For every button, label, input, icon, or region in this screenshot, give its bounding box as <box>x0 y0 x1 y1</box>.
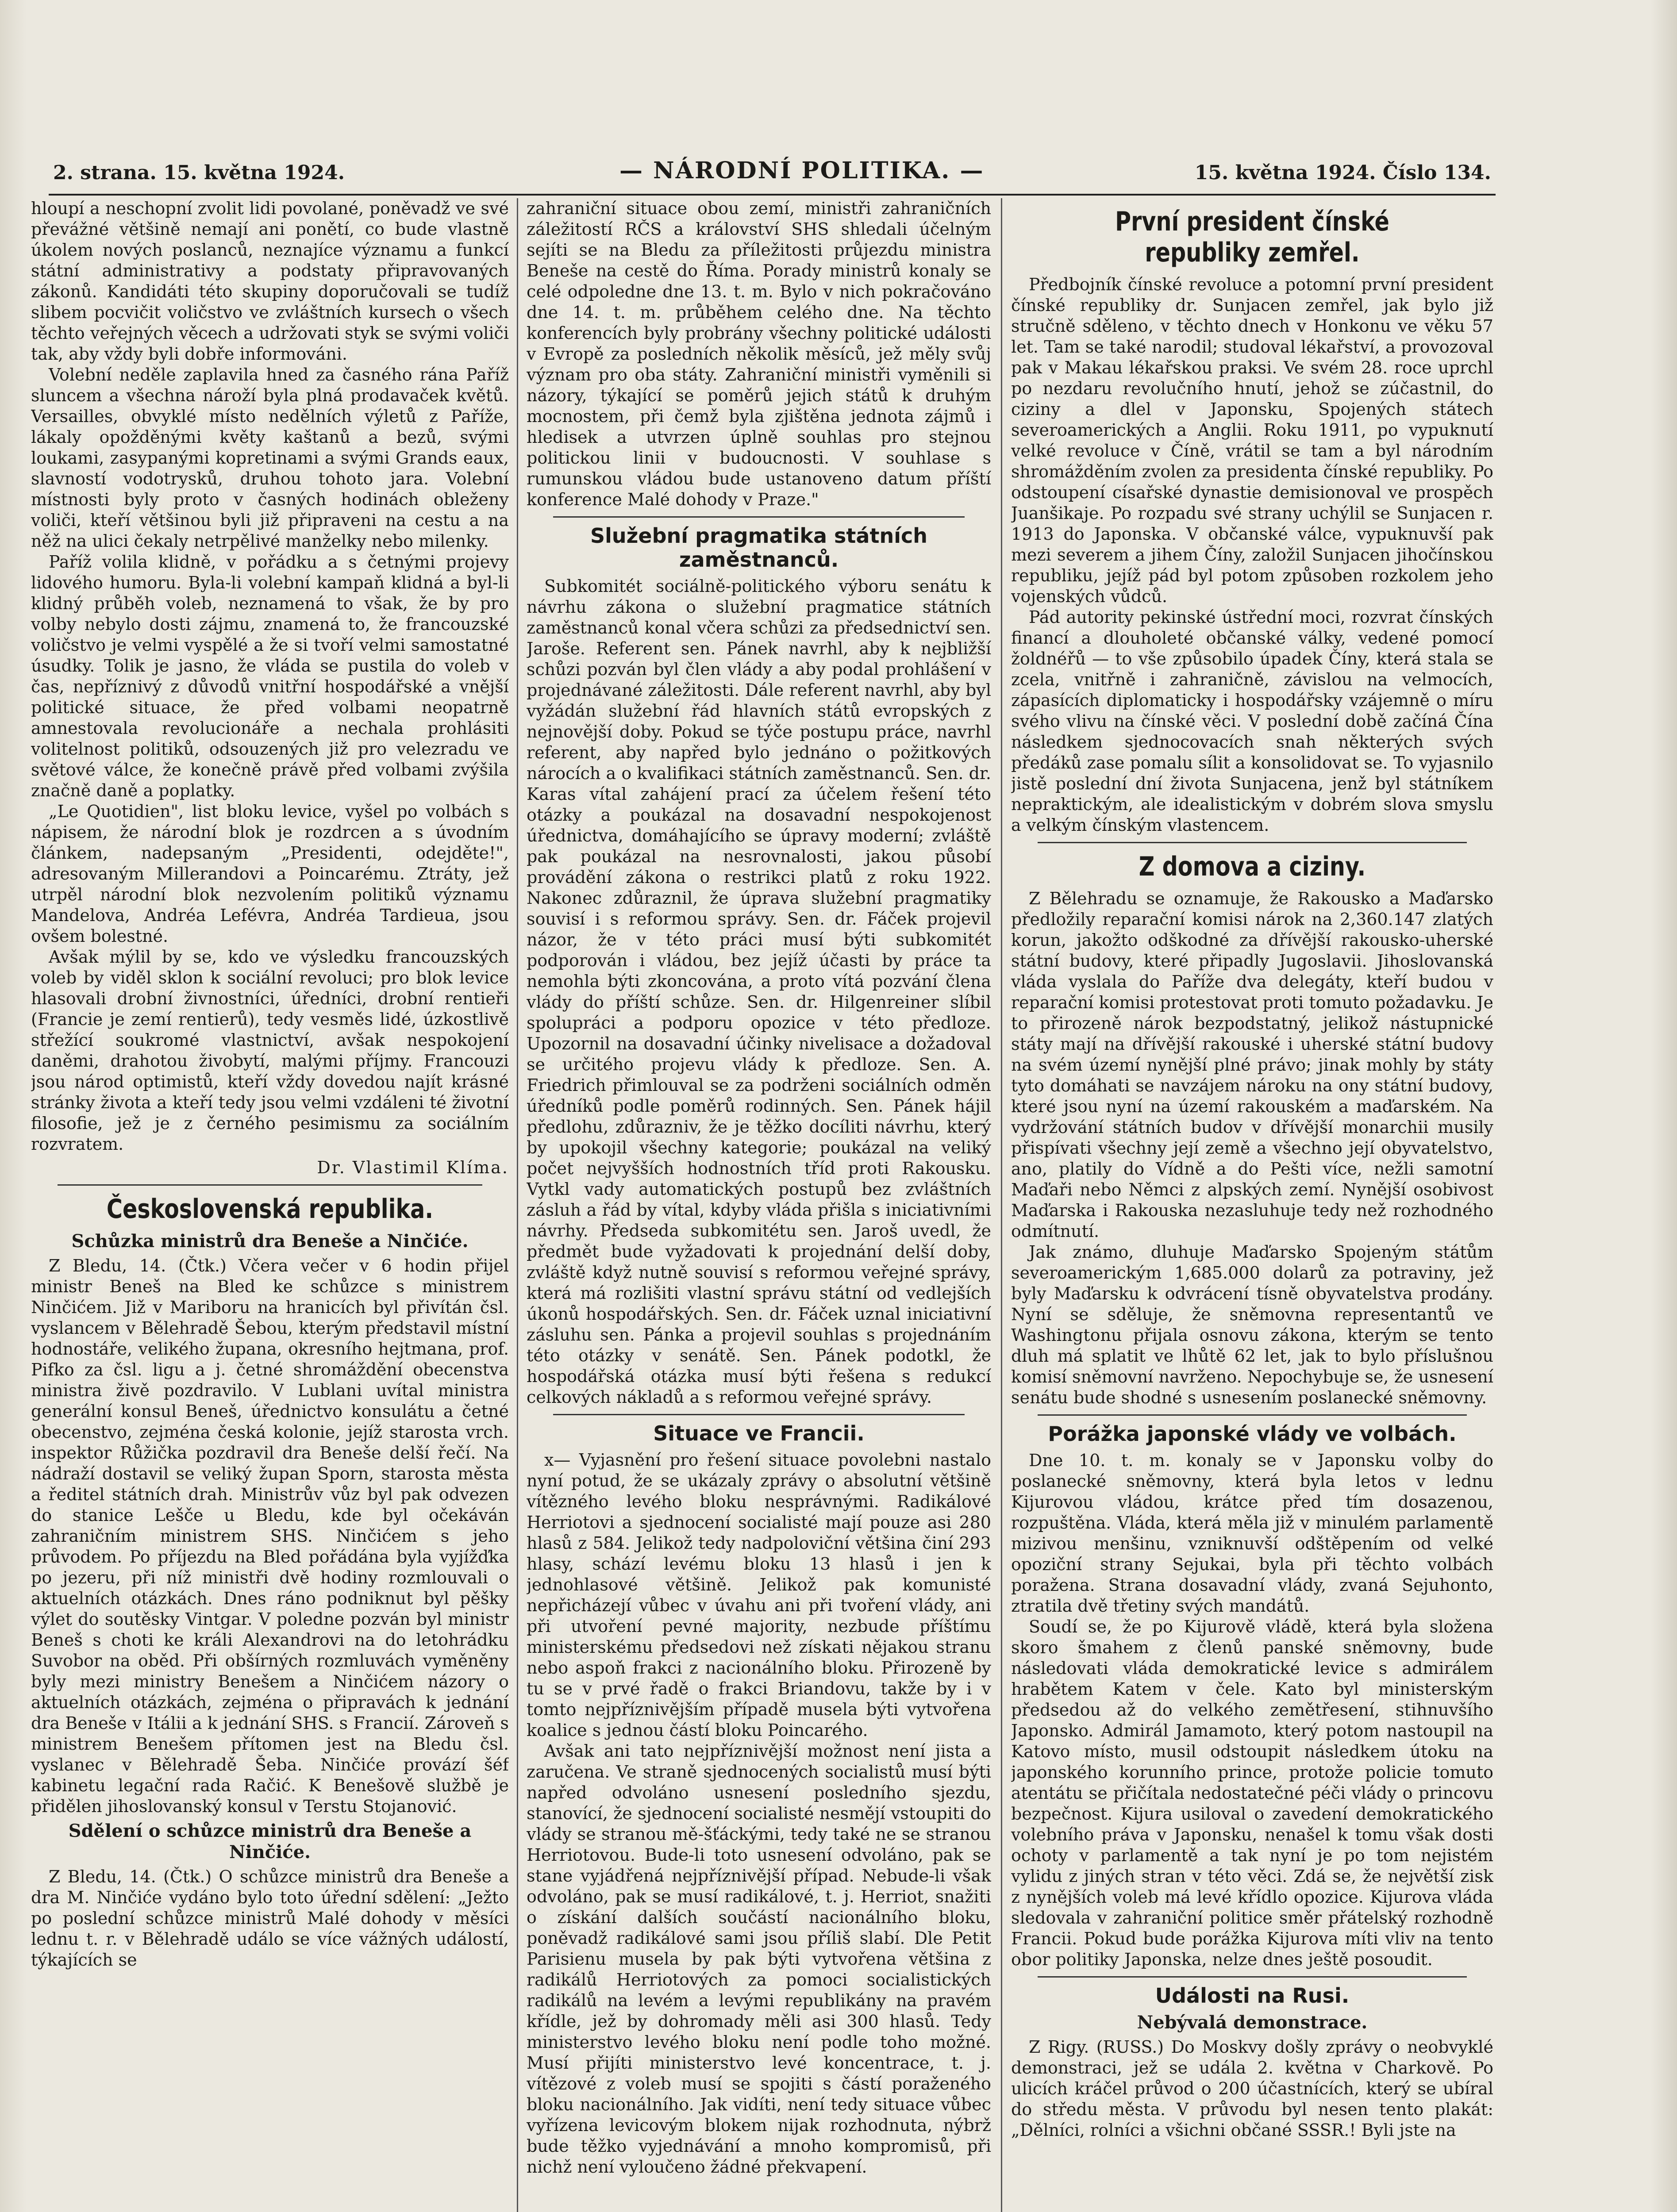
section-separator <box>1038 1414 1467 1416</box>
article-paragraph: Pád autority pekinské ústřední moci, rozvrat čínských financí a dlouholeté občanské války, vedené pomocí žoldnéřů — to vše způsobilo úpadek Číny, která stala se zcela, vnitřně i zahraničně, závislou na velmocích, zápasících diplomaticky i hospodářsky vzájemně o míru svého vlivu na čínské věci. V poslední době začíná Čína následkem sjednocovacích snah některých svých předáků zase pomalu sílit a konsolidovat se. To vyjasnilo jistě poslední dní života Sunjacena, jenž byl státníkem nepraktickým, ale idealistickým v dobrém slova smyslu a velkým čínským vlastencem. <box>1011 607 1493 835</box>
page-header <box>53 157 1491 192</box>
header-rule <box>49 194 1496 196</box>
article-paragraph: Paříž volila klidně, v pořádku a s četnými projevy lidového humoru. Byla-li volební kampaň klidná a byl-li klidný průběh voleb, neznamená to však, že by pro volby nebylo dosti zájmu, znamená to, že francouzské voličstvo je velmi vyspělé a že si tvoří velmi samostatné úsudky. Tolik je jasno, že vláda se pustila do voleb v čas, nepříznivý z důvodů vnitřní hospodářské a vnější politické situace, že před volbami neopatrně amnestovala revolucionáře a nechala prohlásiti volitelnost politiků, odsouzených již pro velezradu ve světové válce, že konečně právě před volbami zvýšila značně daně a poplatky. <box>31 552 509 800</box>
section-separator <box>1038 842 1467 843</box>
article-paragraph: Soudí se, že po Kijurově vládě, která byla složena skoro šmahem z členů panské sněmovny, bude následovati vláda demokratické levice s admirálem hrabětem Katem v čele. Kato byl ministerským předsedou až do velkého zemětřesení, stihnuvšího Japonsko. Admirál Jamamoto, který potom nastoupil na Katovo místo, musil odstoupit následkem útoku na japonského korunního prince, protože policie tomuto atentátu se přičítala nedostatečné péči vlády o princovu bezpečnost. Kijura usiloval o zavedení demokratického volebního práva v Japonsku, nenašel k tomu však dosti ochoty v parlamentě a tak nyní je po tom nejistém vylidu z jiných stran v této věci. Zdá se, že největší zisk z nynějších voleb má levé křídlo opozice. Kijurova vláda sledovala v zahraniční politice směr přátelský rozhodně Francii. Pokud bude porážka Kijurova míti vliv na tento obor politiky Japonska, nelze dnes ještě posoudit. <box>1011 1617 1493 1969</box>
article-paragraph: Subkomitét sociálně-politického výboru senátu k návrhu zákona o služební pragmatice státních zaměstnanců konal včera schůzi za předsednictví sen. Jaroše. Referent sen. Pánek navrhl, aby k nejbližší schůzi pozván byl člen vlády a aby podal prohlášení v projednávané záležitosti. Dále referent navrhl, aby byl vyžádán služební řád hlavních států evropských z nejnovější doby. Pokud se týče postupu práce, navrhl referent, aby napřed bylo jednáno o požitkových nárocích a o kvalifikaci státních zaměstnanců. Sen. dr. Karas vítal zahájení prací za účelem řešení této otázky a poukázal na dosavadní nespokojenost úřednictva, domáhajícího se úpravy moderní; zvláště pak poukázal na nesrovnalosti, jakou působí provádění zákona o restrikci platů z roku 1922. Nakonec zdůraznil, že úprava služební pragmatiky souvisí i s reformou správy. Sen. dr. Fáček projevil názor, že v této práci musí býti subkomitét podporován i vládou, bez jejíž účasti by práce ta nemohla býti zkoncována, a proto vítá pozvání člena vlády do příští schůze. Sen. dr. Hilgenreiner slíbil spolupráci a podporu opozice v této předloze. Upozornil na dosavadní účinky nivelisace a dožadoval se určitého projevu vlády k předloze. Sen. A. Friedrich přimlouval se za podrženi sociálních odměn úředníků podle poměrů rodinných. Sen. Pánek hájil předlohu, zdůrazniv, že je těžko docíliti návrhu, který by upokojil všechny kategorie; poukázal na veliký počet nejvyšších hodnostních tříd proti Rakousku. Vytkl vady automatických postupů bez zvláštních zásluh a řád by vítal, kdyby vláda přišla s iniciativními návrhy. Předseda subkomitétu sen. Jaroš uvedl, že předmět bude vyžadovati k projednání delší doby, zvláště když nutně souvisí s reformou veřejné správy, která má rozlišiti vlastní správu státní od vedlejších úkonů hospodářských. Sen. dr. Fáček uznal iniciativní zásluhu sen. Pánka a projevil souhlas s projednáním této otázky v senátě. Sen. Pánek podotkl, že hospodářská otázka musí býti řešena s redukcí celkových nákladů a s reformou veřejné správy. <box>527 576 991 1407</box>
article-paragraph: „Le Quotidien", list bloku levice, vyšel po volbách s nápisem, že národní blok je rozdrcen a s úvodním článkem, nadepsaným „Presidenti, odejděte!", adresovaným Millerandovi a Poincarému. Ztráty, jež utrpěl národní blok nezvolením politiků významu Mandelova, Andréa Lefévra, Andréa Tardieua, jsou ovšem bolestné. <box>31 802 509 946</box>
article-paragraph: hloupí a neschopní zvolit lidi povolané, poněvadž ve své převážné většině nemají ani ponětí, co bude vlastně úkolem nových poslanců, neznajíce významu a funkcí státní administrativy a podstaty připravovaných zákonů. Kandidáti této skupiny doporučovali se tudíž slibem pocvičit voličstvo ve zvláštních kursech o všech těchto veřejných věcech a udržovati styk se svými voliči tak, aby vždy byli dobře informováni. <box>31 199 509 364</box>
article-paragraph: Z Bělehradu se oznamuje, že Rakousko a Maďarsko předložily reparační komisi nárok na 2,360.147 zlatých korun, jakožto odškodné za dřívější rakousko-uherské státní budovy, které připadly Jugoslavii. Jihoslovanská vláda vyslala do Paříže dva delegáty, kteří budou v reparační komisi protestovat proti tomuto požadavku. Je to přirozeně nárok bezpodstatný, jelikož nástupnické státy mají na dřívější rakouské i uherské státní budovy na svém území nynější plné právo; jinak mohly by státy tyto domáhati se navzájem nároku na ony státní budovy, které jsou nyní na území rakouském a maďarském. Na vydržování státních budov v dřívější monarchii musily přispívati všechny její země a všechno její obyvatelstvo, ano, platily do Vídně a do Pešti více, nežli samotní Maďaři nebo Němci z alpských zemí. Nynější osobivost Maďarska i Rakouska nezasluhuje tedy než rozhodného odmítnutí. <box>1011 889 1493 1241</box>
column-2 <box>527 198 991 2212</box>
article-paragraph: Z Bledu, 14. (Čtk.) Včera večer v 6 hodin přijel ministr Beneš na Bled ke schůzce s ministrem Ninčićem. Již v Mariboru na hranicích byl přivítán čsl. vyslancem v Bělehradě Šebou, kterým představil místní hodnostáře, velikého župana, okresního hejtmana, prof. Pifko za čsl. ligu a j. četné shromáždění obecenstva ministra živě pozdravilo. V Lublani uvítal ministra generální konsul Beneš, úřednictvo konsulátu a četné obecenstvo, zejména česká kolonie, jejíž starosta vrch. inspektor Růžička pozdravil dra Beneše delší řečí. Na nádraží dostavil se veliký župan Sporn, starosta města a ředitel státních drah. Ministrův vůz byl pak odvezen do stanice Lešče u Bledu, kde byl očekáván zahraničním ministrem SHS. Ninčićem s jeho průvodem. Po příjezdu na Bled pořádána byla vyjížďka po jezeru, při níž ministři dvě hodiny rozmlouvali o aktuelních otázkách. Dnes ráno podniknut byl pěšky výlet do soutěsky Vintgar. V poledne pozván byl ministr Beneš s choti ke králi Alexandrovi na do letohrádku Suvobor na oběd. Při obšírných rozmluvách vyměněny byly mezi ministry Benešem a Ninčićem názory o aktuelních otázkách, zejména o připravách k jednání dra Beneše v Itálii a k jednání SHS. s Francií. Zároveň s ministrem Benešem přítomen jest na Bledu čsl. vyslanec v Bělehradě Šeba. Ninčiće provází šéf kabinetu legační rada Račić. K Benešově službě je přidělen jihoslovanský konsul v Terstu Stojanović. <box>31 1256 509 1816</box>
header-date-left: 2. strana. 15. května 1924. <box>53 161 345 184</box>
article-heading: Situace ve Francii. <box>653 1421 865 1445</box>
column-3 <box>1011 198 1493 2212</box>
article-heading: Schůzka ministrů dra Beneše a Ninčiće. <box>71 1231 469 1252</box>
article-paragraph: Volební neděle zaplavila hned za časného rána Paříž sluncem a všechna nároží byla plná prodavaček květů. Versailles, obvyklé místo nedělních výletů z Paříže, lákaly opožděnými květy kaštanů a bezů, svými loukami, zasypanými kopretinami a svými Grands eaux, slavností vodotrysků, druhou tohoto jara. Volební místnosti byly proto v časných hodinách obleženy voliči, kteří většinou byli již připraveni na cestu a na něž na ulici čekaly netrpělivé manželky nebo milenky. <box>31 365 509 551</box>
article-paragraph: Jak známo, dluhuje Maďarsko Spojeným státům severoamerickým 1,685.000 dolarů za potraviny, jež byly Maďarsku k odvrácení tísně obyvatelstva prodány. Nyní se sděluje, že sněmovna representantů ve Washingtonu přijala osnovu zákona, kterým se tento dluh má splatit ve lhůtě 62 let, jak to bylo příslušnou komisí sněmovní navrženo. Nepochybuje se, že usnesení senátu bude shodné s usnesením poslanecké sněmovny. <box>1011 1242 1493 1407</box>
section-heading: Z domova a ciziny. <box>1139 851 1366 882</box>
article-heading: První president čínské republiky zemřel. <box>1115 206 1389 268</box>
section-separator <box>553 516 965 518</box>
article-heading: Služební pragmatika státních zaměstnanců. <box>590 524 927 572</box>
masthead-title: — NÁRODNÍ POLITIKA. — <box>619 157 985 184</box>
section-heading: Události na Rusi. <box>1155 1984 1350 2008</box>
header-issue-right: 15. května 1924. Číslo 134. <box>1194 161 1491 184</box>
article-paragraph: Z Bledu, 14. (Čtk.) O schůzce ministrů dra Beneše a dra M. Ninčiće vydáno bylo toto úřední sdělení: „Ježto po poslední schůzce ministrů Malé dohody v měsíci lednu t. r. v Bělehradě událo se více vážných událostí, týkajících se <box>31 1867 509 1970</box>
column-1 <box>31 198 509 2212</box>
article-heading: Porážka japonské vlády ve volbách. <box>1048 1422 1457 1446</box>
article-heading: Nebývalá demonstrace. <box>1137 2012 1368 2033</box>
article-paragraph: Avšak mýlil by se, kdo ve výsledku francouzských voleb by viděl sklon k sociální revoluci; pro blok levice hlasovali drobní živnostníci, úředníci, drobní rentieři (Francie je zemí rentierů), tedy vesměs lidé, úzkostlivě střežící soukromé vlastnictví, avšak nespokojení daněmi, drahotou živobytí, malými příjmy. Francouzi jsou národ optimistů, kteří vždy dovedou najít krásné stránky života a kteří tedy jsou velmi vzdáleni té životní filosofie, jež je z černého pesimismu za sociálním rozvratem. <box>31 947 509 1154</box>
section-separator <box>553 1414 965 1415</box>
article-paragraph: Z Rigy. (RUSS.) Do Moskvy došly zprávy o neobvyklé demonstraci, jež se udála 2. května v Charkově. Po ulicích kráčel průvod o 200 účastnících, který se ubíral do středu města. V průvodu byl nesen tento plakát: „Dělníci, rolníci a všichni občané SSSR.! Byli jste na <box>1011 2037 1493 2140</box>
article-signature: Dr. Vlastimil Klíma. <box>317 1158 509 1177</box>
article-paragraph: Dne 10. t. m. konaly se v Japonsku volby do poslanecké sněmovny, která byla letos v lednu Kijurovou vládou, krátce před tím dosazenou, rozpuštěna. Vláda, která měla již v minulém parlamentě mizivou menšinu, vzniknuvší odštěpením od velké opoziční strany Sejukai, byla při těchto volbách poražena. Strana dosavadní vlády, zvaná Sejuhonto, ztratila dvě třetiny svých mandátů. <box>1011 1451 1493 1616</box>
column-divider-1 <box>517 198 518 2212</box>
section-separator <box>58 1184 482 1186</box>
article-paragraph: Avšak ani tato nejpříznivější možnost není jista a zaručena. Ve straně sjednocených socialistů musí býti napřed odvoláno usnesení posledního sjezdu, stanovící, že sjednocení socialisté nesmějí vstoupiti do vlády se stranou mě-šťáckými, tedy také ne se stranou Herriotovou. Bude-li toto usnesení odvoláno, pak se stane vyjádřená nejpříznivější případ. Nebude-li však odvoláno, pak se musí radikálové, t. j. Herriot, snažiti o získání dalších součástí nacionálního bloku, poněvadž radikálové sami jsou příliš slabí. Dle Petit Parisienu musela by pak býti vytvořena většina z radikálů Herriotových za pomoci socialistických radikálů na levém a levými republikány na pravém křídle, jež by dohromady měli asi 300 hlasů. Tedy ministerstvo levého bloku není podle toho možné. Musí přijíti ministerstvo levé koncentrace, t. j. vítězové z voleb musí se spojiti s částí poraženého bloku nacionálního. Jak vidíti, není tedy situace vůbec vyřízena levicovým blokem nijak rozhodnuta, nýbrž bude těžko vyjednávání a mnoho kompromisů, při nichž není vyloučeno žádné překvapení. <box>527 1741 991 2177</box>
article-heading: Sdělení o schůzce ministrů dra Beneše a Ninčiće. <box>68 1820 472 1863</box>
section-separator <box>1038 1976 1467 1978</box>
article-paragraph: zahraniční situace obou zemí, ministři zahraničních záležitostí RČS a království SHS shledali účelným sejíti se na Bledu za příležitosti průjezdu ministra Beneše na cestě do Říma. Porady ministrů konaly se celé odpoledne dne 13. t. m. Bylo v nich pokračováno dne 14. t. m. průběhem celého dne. Na těchto konferencích byly probrány všechny politické události v Evropě za posledních několik měsíců, jež měly svůj význam pro oba státy. Zahraniční ministři vyměnili si názory, týkající se poměrů jejich států k druhým mocnostem, při čemž byla zjištěna jednota zájmů i hledisek a utvrzen úplně souhlas pro stejnou politickou linii v budoucnosti. V souhlase s rumunskou vládou bude ustanoveno datum příští konference Malé dohody v Praze." <box>527 199 991 509</box>
article-paragraph: x— Vyjasnění pro řešení situace povolebni nastalo nyní potud, že se ukázaly zprávy o absolutní většině vítězného levého bloku nesprávnými. Radikálové Herriotovi a sjednocení socialisté mají pouze asi 280 hlasů z 584. Jelikož tedy nadpoloviční většina činí 293 hlasy, schází levému bloku 13 hlasů i jen k jednohlasové většině. Jelikož pak komunisté nepřicházejí vůbec v úvahu ani při tvoření vlády, ani při utvoření pevné majority, nezbude příštímu ministerskému předsedovi než získati nějakou stranu nebo aspoň frakci z nacionálního bloku. Přirozeně by tu se v prvé řadě o frakci Briandovu, takže by i v tomto nejpříznivějším případě musela býti vytvořena koalice s jednou částí bloku Poincarého. <box>527 1450 991 1740</box>
section-heading: Československá republika. <box>106 1194 434 1225</box>
column-divider-2 <box>1001 198 1002 2212</box>
article-paragraph: Předbojník čínské revoluce a potomní první president čínské republiky dr. Sunjacen zemřel, jak bylo již stručně sděleno, v těchto dnech v Honkonu ve věku 57 let. Tam se také narodil; studoval lékařství, a provozoval pak v Makau lékařskou praksi. Ve svém 28. roce uprchl po nezdaru revolučního hnutí, jehož se zúčastnil, do ciziny a dlel v Japonsku, Spojených státech severoamerických a Anglii. Roku 1911, po vypuknutí velké revoluce v Číně, vrátil se tam a byl národním shromážděním zvolen za presidenta čínské republiky. Po odstoupení císařské dynastie demisionoval ve prospěch Juanšikaje. Po rozpadu své strany uchýlil se Sunjacen r. 1913 do Japonska. V občanské válce, vypuknuvší pak mezi severem a jihem Číny, založil Sunjacen jihočínskou republiku, jejíž pád byl potom způsoben rozkolem jeho vojenských vůdců. <box>1011 275 1493 606</box>
